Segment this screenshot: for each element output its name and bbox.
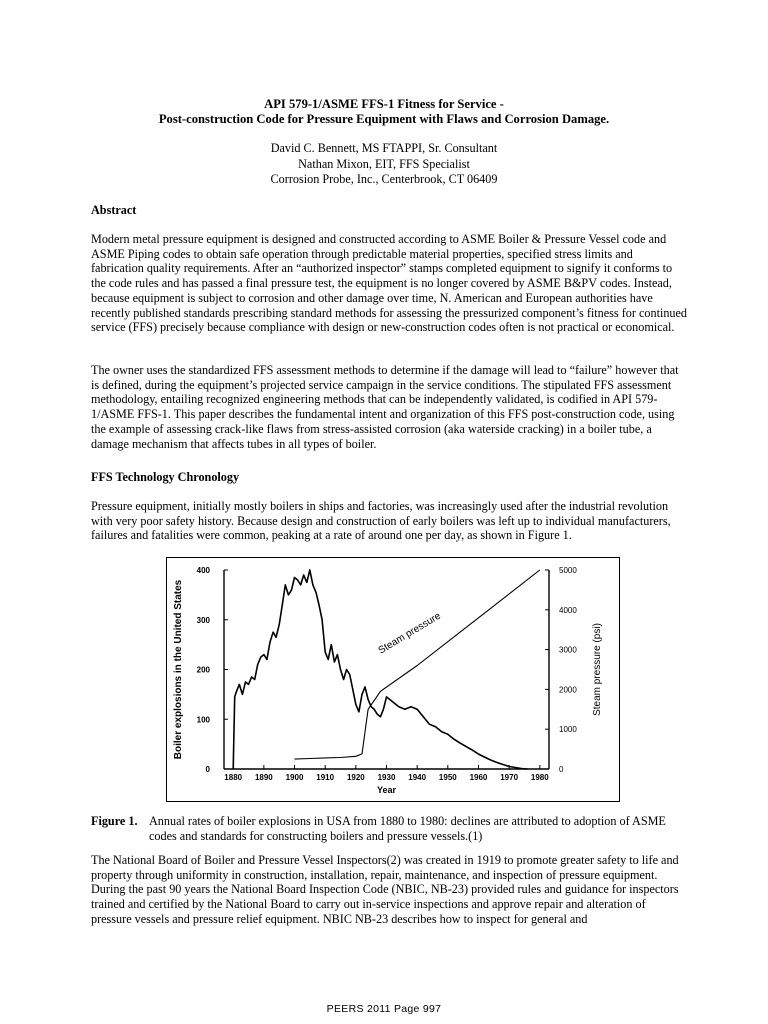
abstract-heading: Abstract xyxy=(91,203,137,217)
figure-caption xyxy=(91,814,691,844)
abstract-paragraph-2: The owner uses the standardized FFS assessment methods to determine if the damage will lead to “failure” however that is defined, during the equipment’s projected service campaign in the service conditions. The stipulated FFS assessment methodology, entailing recognized engineering methods that can be independently validated, is codified in API 579-1/ASME FFS-1. This paper describes the fundamental intent and organization of this FFS post-construction code, using the example of assessing crack-like flaws from stress-assisted corrosion (aka waterside cracking) in a boiler tube, a damage mechanism that affects tubes in all types of boiler. xyxy=(91,363,679,451)
y2-tick-label: 5000 xyxy=(559,566,577,575)
y2-tick-label: 4000 xyxy=(559,605,577,615)
x-tick-label: 1980 xyxy=(530,773,549,782)
chart-ticks xyxy=(197,566,578,782)
x-tick-label: 1910 xyxy=(316,773,335,782)
y2-tick-label: 3000 xyxy=(559,645,577,655)
y-tick-label: 0 xyxy=(205,765,210,774)
author-block xyxy=(90,141,678,188)
x-tick-label: 1920 xyxy=(346,773,365,782)
y-axis-label: Boiler explosions in the United States xyxy=(173,579,184,760)
national-board-paragraph: The National Board of Boiler and Pressure Vessel Inspectors(2) was created in 1919 to promote greater safety to life and property through uniformity in construction, installation, repair, maintenance, and inspection of pressure equipment. During the past 90 years the National Board Inspection Code (NBIC, NB-23) provided rules and guidance for inspectors trained and certified by the National Board to carry out in-service inspections and approve repair and alteration of pressure vessels and pressure relief equipment. NBIC NB-23 describes how to inspect for general and xyxy=(91,853,679,926)
boiler-explosions-chart xyxy=(167,558,619,801)
chart-series xyxy=(233,570,540,769)
x-tick-label: 1930 xyxy=(377,773,396,782)
x-tick-label: 1970 xyxy=(500,773,519,782)
x-tick-label: 1940 xyxy=(408,773,427,782)
y-tick-label: 100 xyxy=(196,715,210,725)
y2-tick-label: 2000 xyxy=(559,685,577,695)
author-line: Nathan Mixon, EIT, FFS Specialist xyxy=(298,156,470,171)
x-axis-label: Year xyxy=(376,785,397,795)
steam-pressure-series-line xyxy=(295,570,540,759)
x-tick-label: 1950 xyxy=(438,773,457,782)
x-tick-label: 1900 xyxy=(285,773,304,782)
x-tick-label: 1890 xyxy=(254,773,273,782)
steam-pressure-annotation: Steam pressure xyxy=(376,610,443,657)
paper-title-line-1: API 579-1/ASME FFS-1 Fitness for Service - xyxy=(264,97,504,111)
figure-label: Figure 1. xyxy=(91,814,138,828)
figure-caption-text: Annual rates of boiler explosions in USA from 1880 to 1980: declines are attributed to adoption of ASME codes and standards for constructing boilers and pressure vessels.(1) xyxy=(149,814,666,843)
y-tick-label: 400 xyxy=(196,566,210,575)
author-affiliation: Corrosion Probe, Inc., Centerbrook, CT 06409 xyxy=(270,172,498,186)
abstract-paragraph-1: Modern metal pressure equipment is designed and constructed according to ASME Boiler & Pressure Vessel code and ASME Piping codes to obtain safe operation through predictable material properties, specified stress limits and fabrication quality requirements. After an “authorized inspector” stamps completed equipment to signify it conforms to the code rules and has passed a final pressure test, the equipment is no longer covered by ASME B&PV codes. Instead, because equipment is subject to corrosion and other damage over time, N. American and European authorities have recently published standards prescribing standard methods for assessing the pressurized component’s fitness for continued service (FFS) precisely because compliance with design or new-construction codes often is not practical or economical. xyxy=(91,232,688,335)
explosions-series-line xyxy=(233,570,527,769)
page-footer: PEERS 2011 Page 997 xyxy=(326,1003,442,1015)
y-tick-label: 300 xyxy=(196,615,210,625)
x-tick-label: 1880 xyxy=(224,773,243,782)
author-line: David C. Bennett, MS FTAPPI, Sr. Consultant xyxy=(270,141,498,155)
chart-axes xyxy=(224,570,549,769)
paper-title-line-2: Post-construction Code for Pressure Equipment with Flaws and Corrosion Damage. xyxy=(158,112,610,126)
y2-tick-label: 1000 xyxy=(559,725,577,735)
chronology-heading: FFS Technology Chronology xyxy=(91,470,240,484)
x-tick-label: 1960 xyxy=(469,773,488,782)
chronology-paragraph-1: Pressure equipment, initially mostly boilers in ships and factories, was increasingly used after the industrial revolution with very poor safety history. Because design and construction of early boilers was left up to individual manufacturers, failures and fatalities were common, peaking at a rate of around one per day, as shown in Figure 1. xyxy=(91,499,671,543)
figure-1-chart xyxy=(166,557,620,802)
y-tick-label: 200 xyxy=(196,665,210,675)
y2-axis-label: Steam pressure (psi) xyxy=(592,623,603,716)
y2-tick-label: 0 xyxy=(559,765,564,774)
